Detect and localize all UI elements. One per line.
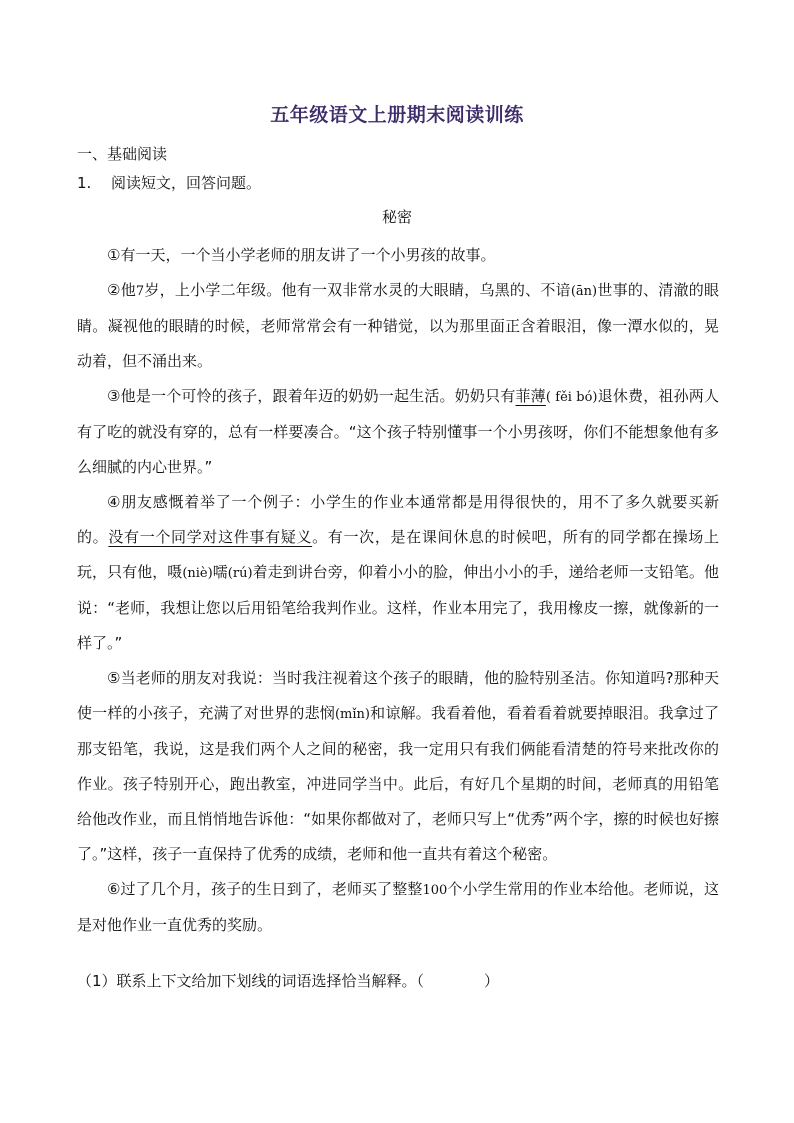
paragraph-text: 他 [120, 281, 136, 299]
document-title: 五年级语文上册期末阅读训练 [270, 104, 524, 126]
paragraph-2 [77, 273, 719, 379]
story-body [77, 238, 719, 943]
pinyin-annotation: ( fěi bó) [545, 390, 598, 405]
paragraph-1 [77, 238, 719, 273]
sub-question-close: ） [484, 972, 500, 990]
pinyin-annotation: (niè) [182, 566, 213, 581]
count-number: 100 [422, 883, 448, 898]
story-title: 秘密 [381, 208, 412, 226]
underlined-sentence: 没有一个同学对这件事有疑义 [108, 528, 313, 546]
paragraph-number: ② [107, 281, 121, 299]
paragraph-number: ④ [107, 493, 122, 511]
age-number: 7 [135, 284, 145, 299]
paragraph-text: 他是一个可怜的孩子，跟着年迈的奶奶一起生活。奶奶只有 [120, 387, 516, 405]
paragraph-5 [77, 661, 719, 872]
paragraph-text: 过了几个月，孩子的生日到了，老师买了整整 [120, 880, 423, 898]
paragraph-number: ③ [107, 387, 121, 405]
question-text: 阅读短文，回答问题。 [111, 174, 262, 192]
paragraph-text: 。有一次，是在课间休息的时候吧，所有的同学都在操场上玩，只有他，嗫 [77, 528, 719, 581]
paragraph-text: 着走到讲台旁，仰着小小的脸，伸出小小的手，递给老师一支铅笔。他说：“老师，我想让您以后用铅笔给我判作业。这样，作业本用完了，我用橡皮一擦，就像新的一样了。” [77, 563, 719, 652]
paragraph-text: 世事的、清澈的眼睛。凝视他的眼睛的时候，老师常常会有一种错觉，以为那里面正含着眼泪，像一潭水似的，晃动着，但不涌出来。 [77, 281, 719, 370]
paragraph-text: 和谅解。我看着他，看着看着就要掉眼泪。我拿过了那支铅笔，我说，这是我们两个人之间的秘密，我一定用只有我们俩能看清楚的符号来批改你的作业。孩子特别开心，跑出教室，冲进同学当中。此后，有好几个星期的时间，老师真的用铅笔给他改作业，而且悄悄地告诉他：“如果你都做对了，老师只写上“优秀”两个字，擦的时候也好擦了。”这样，孩子一直保持了优秀的成绩，老师和他一直共有着这个秘密。 [77, 704, 719, 863]
paragraph-text: 岁，上小学二年级。他有一双非常水灵的大眼睛，乌黑的、不谙 [144, 281, 571, 299]
pinyin-annotation: (ān) [570, 284, 598, 299]
underlined-word: 菲薄 [515, 387, 546, 405]
question-number: 1. [77, 174, 92, 192]
pinyin-annotation: (mǐn) [334, 707, 370, 722]
sub-question-1 [77, 970, 499, 991]
paragraph-text: 朋友感慨着举了一个例子：小学生的作业本通常都是用得很快的，用不了多久就要买新的。 [77, 493, 719, 546]
paragraph-number: ⑤ [107, 669, 121, 687]
paragraph-text: 有一天，一个当小学老师的朋友讲了一个小男孩的故事。 [120, 246, 496, 264]
paragraph-6 [77, 872, 719, 943]
paragraph-number: ⑥ [107, 880, 121, 898]
pinyin-annotation: (rú) [227, 566, 253, 581]
paragraph-text: 退休费，祖孙两人有了吃的就没有穿的，总有一样要凑合。“这个孩子特别懂事一个小男孩呀，你们不能想象他有多么细腻的内心世界。” [77, 387, 719, 476]
paragraph-3 [77, 379, 719, 485]
sub-question-label: （1）联系上下文给加下划线的词语选择恰当解释。（ [77, 972, 425, 990]
paragraph-text: 个小学生常用的作业本给他。老师说，这是对他作业一直优秀的奖励。 [77, 880, 719, 934]
question-1 [77, 172, 261, 193]
paragraph-4 [77, 485, 719, 661]
paragraph-text: 嚅 [212, 563, 228, 581]
paragraph-number: ① [107, 246, 121, 264]
section-heading: 一、基础阅读 [77, 145, 168, 163]
paragraph-text: 当老师的朋友对我说：当时我注视着这个孩子的眼睛，他的脸特别圣洁。你知道吗?那种天使一样的小孩子，充满了对世界的悲悯 [77, 669, 719, 722]
